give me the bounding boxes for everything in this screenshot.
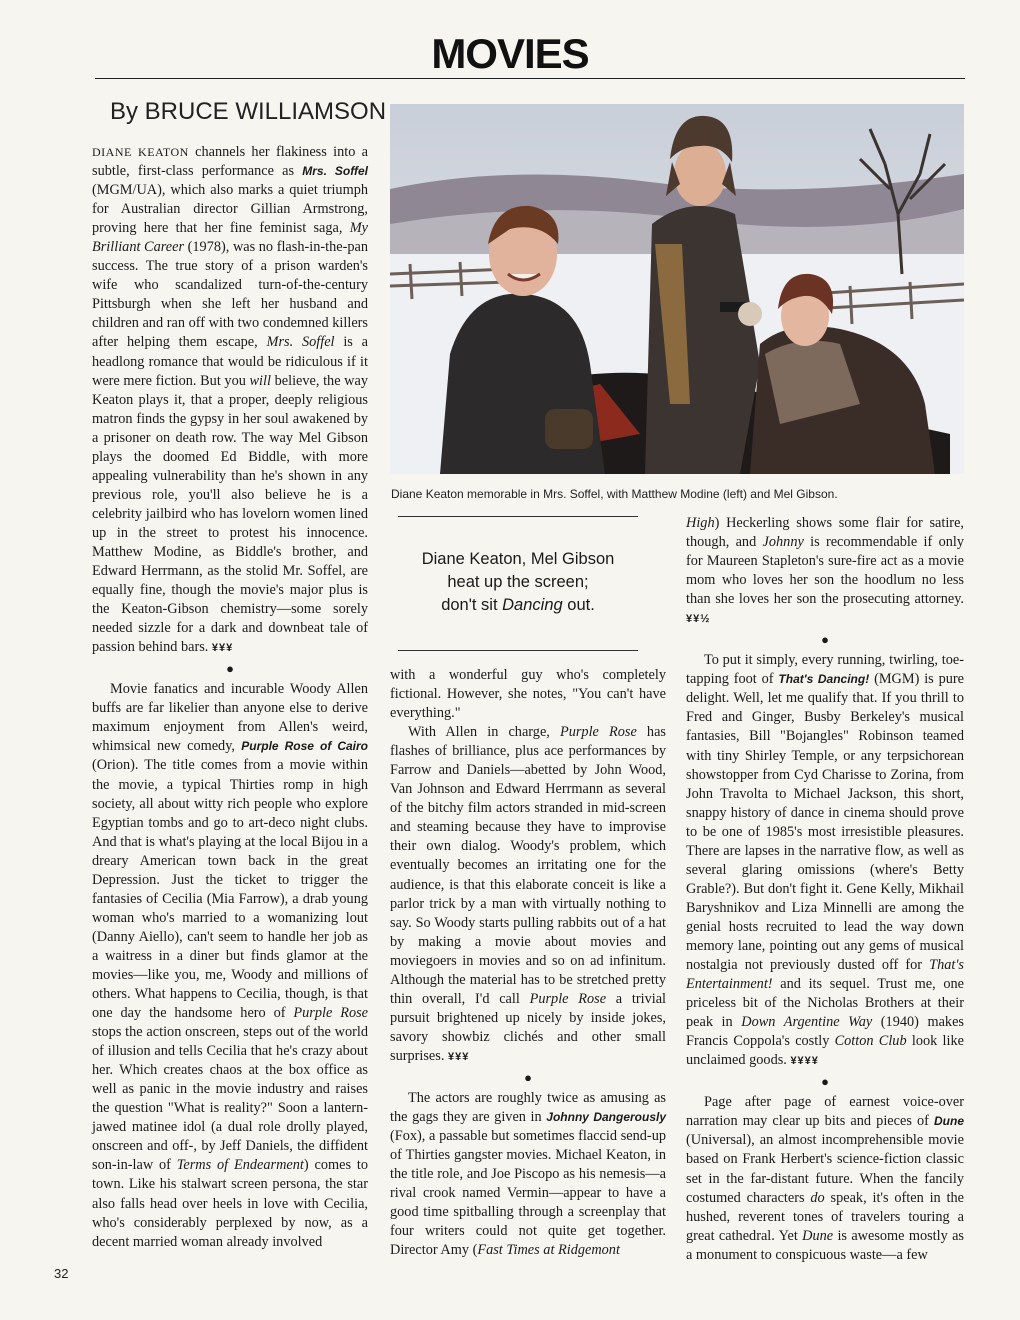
column-3: [686, 514, 964, 1265]
review-thats-dancing: [686, 651, 964, 1071]
rating-icons: ¥¥½: [686, 613, 711, 626]
film-title: Purple Rose: [559, 724, 637, 741]
text: Page after page of earnest voice-over narration may clear up bits and pieces of: [686, 1094, 964, 1130]
section-bullet: ●: [821, 1074, 829, 1090]
movie-still-photo: [390, 104, 964, 474]
pull-quote-rule-bottom: [398, 650, 638, 651]
review-johnny-dangerously-cont: [686, 514, 964, 629]
text: With Allen in charge,: [408, 724, 560, 741]
emphasis: do: [810, 1189, 825, 1206]
film-title: Johnny Dangerously: [546, 1110, 667, 1125]
text: (Universal), an almost incomprehensible movie based on Frank Herbert's science-fiction classic set in the far-distant future. When the fancily costumed characters: [686, 1132, 964, 1206]
film-title: Purple Rose: [529, 990, 607, 1007]
pull-quote-line: Diane Keaton, Mel Gibson: [421, 550, 615, 568]
review-purple-rose: [92, 680, 368, 1251]
film-title: Terms of Endearment: [176, 1157, 304, 1174]
text: and its sequel. Trust me, one priceless bit of the Nicholas Brothers at their peak in: [686, 976, 964, 1031]
film-title: Cotton Club: [834, 1033, 907, 1050]
text: (MGM/UA), which also marks a quiet triumph for Australian director Gillian Armstrong, proving here that her fine feminist saga,: [92, 182, 368, 237]
section-bullet: ●: [524, 1069, 532, 1085]
text: is awesome mostly as a monument to conspicuous waste—a few: [686, 1227, 964, 1263]
emphasis: will: [249, 372, 271, 389]
film-title: That's Entertainment!: [686, 957, 964, 993]
text: (Fox), a passable but sometimes flaccid send-up of Thirties gangster movies. Michael Keaton, in the title role, and Joe Piscopo as his nemesis—a rival crook named Vermin—appear to have a good time spitballing through a screenplay that four writers could not quite get together. Director Amy (: [390, 1128, 666, 1259]
rating-icons: ¥¥¥: [211, 642, 234, 655]
text: channels her flakiness into a subtle, first-class performance as: [92, 144, 368, 180]
film-title: Dune: [934, 1114, 964, 1129]
photo-caption: Diane Keaton memorable in Mrs. Soffel, with Matthew Modine (left) and Mel Gibson.: [391, 487, 838, 501]
text: (MGM) is pure delight. Well, let me qualify that. If you thrill to Fred and Ginger, Busby Berkeley's musical fantasies, Bill "Bojangles" Robinson teamed with tiny Shirley Temple, or any terpsichorean showstopper from Cyd Charisse to Zorina, from John Travolta to Michael Jackson, this short, snappy history of dance in cinema should prove to be one of 1985's most irresistible pleasures. There are lapses in the narrative flow, as well as several glaring omissions (where's Betty Grable?). But don't fight it. Gene Kelly, Mikhail Baryshnikov and Liza Minnelli are among the genial hosts recruited to lead the way down memory lane, pointing out any gems of musical nostalgia not previously dusted off for: [686, 671, 965, 974]
section-bullet: ●: [821, 632, 829, 648]
text: out.: [562, 596, 595, 614]
review-purple-rose-verdict: [390, 723, 666, 1067]
text: is recommendable if only for Maureen Stapleton's sure-fire act as a movie mom who loves her son the hoodlum no less than she loves her son the prosecuting attorney.: [686, 534, 964, 608]
rating-icons: ¥¥¥¥: [790, 1055, 819, 1068]
header-rule: [95, 78, 965, 79]
section-bullet: ●: [226, 661, 234, 677]
film-title: Dune: [802, 1227, 834, 1244]
text: look like unclaimed goods.: [686, 1033, 964, 1069]
text: a trivial pursuit brightened up nicely by inside jokes, savory showbiz clichés and other small surprises.: [390, 990, 667, 1064]
pull-quote: [398, 548, 638, 617]
column-2: [390, 666, 666, 1260]
pull-quote-rule-top: [398, 516, 638, 517]
film-title: High: [686, 515, 715, 531]
text: with a wonderful guy who's completely fictional. However, she notes, "You can't have everything.": [390, 667, 666, 722]
text: don't sit: [441, 596, 503, 614]
text: (Orion). The title comes from a movie within the movie, a typical Thirties romp in high society, all about witty rich people who explore Egyptian tombs and go to art-deco night clubs. And that is what's playing at the local Bijou in a dreary American town back in the great Depression. Just the ticket to trigger the fantasies of Cecilia (Mia Farrow), a drab young woman who's married to a womanizing lout (Danny Aiello), can't seem to handle her job as a waitress in a diner but finds glamor at the movies—like you, me, Woody and millions of others. What happens to Cecilia, though, is that one day the handsome hero of: [92, 757, 368, 1022]
review-dune: [686, 1093, 964, 1264]
text: speak, it's often in the hushed, reverent tones of travelers touring a great cathedral. Yet: [686, 1189, 964, 1244]
text: (1978), was no flash-in-the-pan success. The true story of a prison warden's wife who scandalized turn-of-the-century Pittsburgh when she left her husband and children and ran off with two condemned killers after helping them escape,: [92, 239, 368, 351]
text: believe, the way Keaton plays it, that a proper, deeply religious matron finds the gypsy in her soul awakened by a prisoner on death row. The way Mel Gibson plays the doomed Ed Biddle, with more appealing vulnerability than he's shown in any previous role, you'll also believe he is a celebrity jailbird who has lovelorn women lined up in the street to protest his innocence. Matthew Modine, as Biddle's brother, and Edward Herrmann, as the stolid Mr. Soffel, are equally fine, though the movie's major plus is the Keaton-Gibson chemistry—some sorely needed sizzle for a dark and downbeat tale of passion behind bars.: [92, 372, 368, 656]
film-title: Down Argentine Way: [741, 1014, 873, 1031]
film-title: Dancing: [502, 596, 563, 614]
page-number: 32: [54, 1266, 69, 1281]
film-title: Fast Times at Ridgemont: [477, 1242, 620, 1259]
byline: By BRUCE WILLIAMSON: [110, 98, 387, 125]
review-johnny-dangerously: [390, 1089, 666, 1260]
film-title: That's Dancing!: [778, 672, 870, 687]
text: ) Heckerling shows some flair for satire, though, and: [686, 515, 964, 551]
photo-illustration: [390, 104, 964, 474]
text: is a headlong romance that would be ridiculous if it were mere fiction. But you: [92, 334, 369, 389]
film-title: Purple Rose: [293, 1005, 369, 1022]
film-title: Mrs. Soffel: [302, 164, 368, 179]
film-title: Purple Rose of Cairo: [241, 739, 369, 754]
rating-icons: ¥¥¥: [447, 1050, 470, 1063]
pull-quote-line: heat up the screen;: [447, 573, 589, 591]
pull-quote-line: [398, 594, 638, 617]
review-mrs-soffel: [92, 143, 368, 658]
lead-in: DIANE KEATON: [92, 145, 189, 159]
film-title: Johnny: [762, 534, 804, 551]
film-title: Mrs. Soffel: [266, 334, 335, 351]
text: ) comes to town. Like his stalwart screen persona, the star also falls head over heels in love with Cecilia, who's considerably perplexed by now, as a decent married woman already involved: [92, 1157, 368, 1250]
section-title: MOVIES: [431, 30, 589, 77]
text: To put it simply, every running, twirling, toe-tapping foot of: [686, 652, 964, 688]
text: The actors are roughly twice as amusing as the gags they are given in: [390, 1089, 666, 1126]
text: Movie fanatics and incurable Woody Allen buffs are far likelier than anyone else to derive maximum enjoyment from Allen's weird, whimsical new comedy,: [92, 681, 368, 755]
film-title: My Brilliant Career: [92, 220, 368, 256]
text: (1940) makes Francis Coppola's costly: [686, 1014, 964, 1050]
review-purple-rose-cont: [390, 666, 666, 723]
column-1: [92, 143, 368, 1252]
text: stops the action onscreen, steps out of the world of illusion and tells Cecilia that he's crazy about her. Which creates chaos at the box office as well as panic in the movie industry and raises the question "What is reality?" Soon a lantern-jawed matinee idol (a dual role drolly played, onscreen and off-, by Jeff Daniels, the diffident son-in-law of: [92, 1024, 368, 1174]
text: has flashes of brilliance, plus ace performances by Farrow and Daniels—abetted by John Wood, Van Johnson and Edward Herrmann as several of the bitchy film actors stranded in mid-screen and steaming because they have to improvise their own dialog. Woody's problem, which eventually becomes an irritating one for the audience, is that this elaborate conceit is like a parlor trick by a man with virtually nothing to say. So Woody starts pulling rabbits out of a hat by making a movie about movies and moviegoers in movies and so on ad infinitum. Although the material has to be stretched pretty thin overall, I'd call: [390, 724, 666, 1007]
